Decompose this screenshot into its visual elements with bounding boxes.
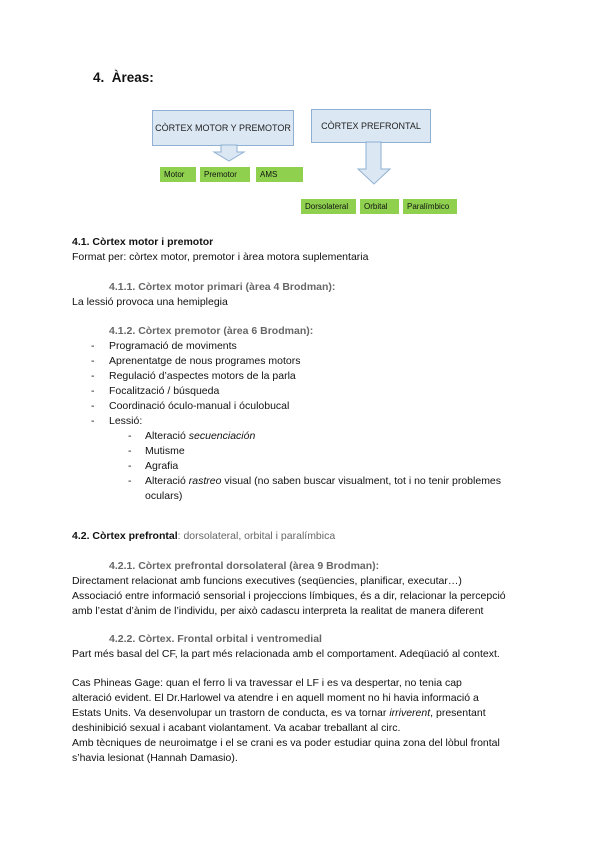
box-premotor — [200, 167, 250, 182]
box-orbital — [360, 199, 399, 214]
bullet-dash: - — [91, 415, 95, 427]
bullet-dash: - — [91, 400, 95, 412]
paragraph-line: s’havia lesionat (Hannah Damasio). — [72, 752, 238, 764]
paragraph-line: alteració evident. El Dr.Harlowel va atendre i en aquell moment no hi havia informació a — [72, 692, 479, 704]
sub-item-emphasis: rastreo — [188, 475, 222, 487]
heading-4-1-1: 4.1.1. Còrtex motor primari (àrea 4 Brodman): — [109, 281, 336, 293]
heading-4-2-2: 4.2.2. Còrtex. Frontal orbital i ventromedial — [109, 633, 322, 645]
diagram-arrows — [0, 0, 600, 240]
sub-item-text: Alteració — [145, 475, 189, 487]
heading-4-2-rest: : dorsolateral, orbital i paralímbica — [177, 530, 336, 542]
box-dorsolateral-label: Dorsolateral — [305, 202, 349, 211]
down-arrow-icon — [214, 145, 244, 161]
bullet-dash: - — [128, 445, 132, 457]
paragraph-line: Amb tècniques de neuroimatge i el se crani es va poder estudiar quina zona del lòbul frontal — [72, 737, 500, 749]
bullet-dash: - — [128, 430, 132, 442]
paragraph-4-1: Format per: còrtex motor, premotor i àrea motora suplementaria — [72, 251, 369, 263]
box-dorsolateral — [301, 199, 356, 214]
sub-item-text: visual (no saben buscar visualment, tot i no tenir problemes — [221, 475, 502, 487]
paragraph-4-2-2: Part més basal del CF, la part més relacionada amb el comportament. Adeqüació al context. — [72, 648, 500, 660]
heading-4-2-1: 4.2.1. Còrtex prefrontal dorsolateral (àrea 9 Brodman): — [109, 560, 380, 572]
paragraph-line: amb l’estat d’ànim de l’individu, per això cadascu interpreta la realitat de manera diferent — [72, 605, 484, 617]
paragraph-line: Cas Phineas Gage: quan el ferro li va travessar el LF i es va despertar, no tenia cap — [72, 677, 462, 689]
box-orbital-label: Orbital — [364, 202, 388, 211]
paragraph-line: Associació entre informació sensorial i projeccions límbiques, és a dir, relacionar la percepció — [72, 590, 506, 602]
bullet-dash: - — [91, 355, 95, 367]
case-emphasis: irriverent — [389, 707, 431, 719]
bullet-dash: - — [91, 385, 95, 397]
section-number: 4. — [93, 70, 105, 85]
heading-4-2-bold: 4.2. Còrtex prefrontal — [72, 530, 178, 542]
sub-list-item — [145, 475, 501, 487]
box-prefrontal-label: CÒRTEX PREFRONTAL — [321, 121, 421, 131]
sub-item-emphasis: secuenciación — [188, 430, 256, 442]
heading-4-2 — [72, 530, 335, 542]
list-item: Regulació d’aspectes motors de la parla — [109, 370, 296, 382]
bullet-dash: - — [128, 475, 132, 487]
paragraph-line: Directament relacionat amb funcions executives (seqüencies, planificar, executar…) — [72, 575, 462, 587]
heading-4-1: 4.1. Còrtex motor i premotor — [72, 236, 214, 248]
box-motor — [160, 167, 196, 182]
case-text: , presentant — [430, 707, 486, 719]
paragraph-4-1-1: La lessió provoca una hemiplegia — [72, 296, 228, 308]
list-item: Aprenentatge de nous programes motors — [109, 355, 301, 367]
list-item: Lessió: — [109, 415, 143, 427]
list-item: Programació de moviments — [109, 340, 237, 352]
sub-item-text: Alteració — [145, 430, 189, 442]
sub-list-item — [145, 430, 255, 442]
box-motor-label: CÒRTEX MOTOR Y PREMOTOR — [155, 123, 291, 133]
down-arrow-icon — [358, 142, 390, 184]
paragraph-line — [72, 707, 486, 719]
bullet-dash: - — [91, 370, 95, 382]
case-text: Estats Units. Va desenvolupar un trastorn de conducta, es va tornar — [72, 707, 390, 719]
section-title-text: Àreas: — [111, 70, 154, 85]
sub-list-item: Mutisme — [145, 445, 185, 457]
paragraph-line: deshinibició sexual i acabant violantament. Va acabar treballant al circ. — [72, 722, 401, 734]
box-ams-label: AMS — [260, 170, 278, 179]
list-item: Focalització / búsqueda — [109, 385, 220, 397]
bullet-dash: - — [128, 460, 132, 472]
bullet-dash: - — [91, 340, 95, 352]
box-paralimbico-label: Paralímbico — [407, 202, 450, 211]
box-premotor-label: Premotor — [204, 170, 237, 179]
sub-list-item: Agrafia — [145, 460, 179, 472]
sub-list-item-continuation: oculars) — [145, 490, 183, 502]
heading-4-1-2: 4.1.2. Còrtex premotor (àrea 6 Brodman): — [109, 325, 314, 337]
box-paralimbico — [403, 199, 457, 214]
box-ams — [256, 167, 303, 182]
box-motor-label: Motor — [164, 170, 185, 179]
list-item: Coordinació óculo-manual i óculobucal — [109, 400, 290, 412]
